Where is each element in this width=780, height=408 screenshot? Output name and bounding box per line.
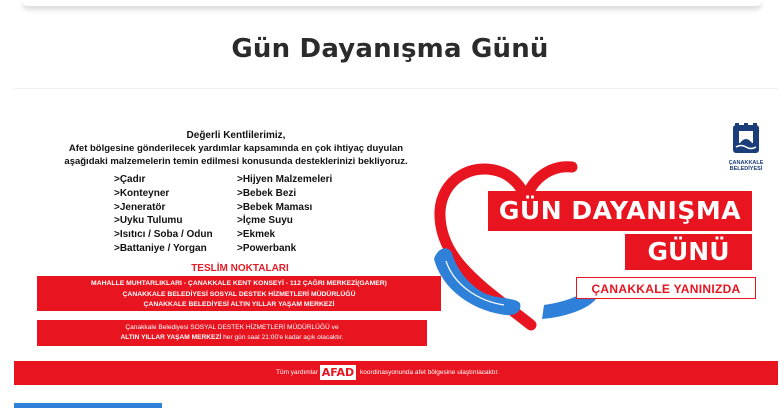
delivery-point-line: ÇANAKKALE BELEDİYESİ ALTIN YILLAR YAŞAM MERKEZİ	[143, 301, 335, 308]
afad-footer-bar	[14, 361, 778, 385]
need-item: >Isıtıcı / Soba / Odun	[114, 229, 213, 241]
delivery-point-line: MAHALLE MUHTARLIKLARI - ÇANAKKALE KENT KONSEYİ - 112 ÇAĞRI MERKEZİ(GAMER)	[91, 280, 387, 287]
need-item: >Hijyen Malzemeleri	[237, 174, 333, 185]
page-title: Gün Dayanışma Günü	[231, 34, 549, 64]
delivery-point-line: ÇANAKKALE BELEDİYESİ SOSYAL DESTEK HİZMETLERİ MÜDÜRLÜĞÜ	[122, 290, 356, 298]
need-item: >Uyku Tulumu	[114, 215, 183, 227]
headline-line-2: GÜNÜ	[625, 234, 752, 270]
need-item: >Çadır	[114, 174, 146, 185]
delivery-points-title: TESLİM NOKTALARI	[191, 263, 289, 274]
afad-logo: AFAD	[321, 366, 355, 379]
canakkale-municipality-logo	[726, 121, 766, 175]
need-item: >Bebek Maması	[237, 201, 313, 213]
banner-greeting: Değerli Kentlilerimiz,	[186, 130, 286, 141]
need-item: >Battaniye / Yorgan	[114, 242, 207, 254]
needs-list-right	[237, 173, 332, 256]
heart-hands-icon	[426, 149, 626, 339]
need-item: >Konteyner	[114, 187, 170, 199]
delivery-points-box	[37, 276, 441, 311]
need-item: >Powerbank	[237, 242, 297, 254]
opening-hours-line-1: Çanakkale Belediyesi SOSYAL DESTEK HİZMETLERİ MÜDÜRLÜĞÜ ve	[125, 324, 339, 331]
need-item: >İçme Suyu	[237, 215, 293, 227]
section-underline	[14, 403, 162, 408]
campaign-banner-image	[14, 88, 778, 387]
castle-icon	[731, 121, 761, 155]
need-item: >Ekmek	[237, 229, 276, 241]
opening-hours-box	[37, 320, 427, 346]
footer-text-2: koordinasyonunda afet bölgesine ulaştırılacaktır.	[360, 369, 500, 376]
opening-hours-line-2	[37, 333, 427, 343]
opening-hours-place: ALTIN YILLAR YAŞAM MERKEZİ	[120, 334, 222, 341]
need-item: >Jeneratör	[114, 201, 166, 213]
banner-intro-line-2: aşağıdaki malzemelerin temin edilmesi konusunda desteklerinizi bekliyoruz.	[64, 156, 408, 167]
opening-hours-time: her gün saat 21:00'e kadar açık olacaktır.	[221, 334, 344, 341]
headline-line-1: GÜN DAYANIŞMA	[488, 191, 752, 231]
logo-line-1: ÇANAKKALE	[728, 160, 764, 166]
needs-list-left	[114, 173, 213, 256]
footer-text-1: Tüm yardımlar	[276, 369, 318, 376]
banner-intro-line-1: Afet bölgesine gönderilecek yardımlar kapsamında en çok ihtiyaç duyulan	[68, 143, 404, 154]
top-nav-bar	[22, 0, 762, 6]
slogan: ÇANAKKALE YANINIZDA	[576, 277, 756, 299]
need-item: >Bebek Bezi	[237, 187, 297, 199]
logo-line-2: BELEDİYESİ	[729, 166, 763, 172]
banner-intro-text	[36, 129, 436, 168]
